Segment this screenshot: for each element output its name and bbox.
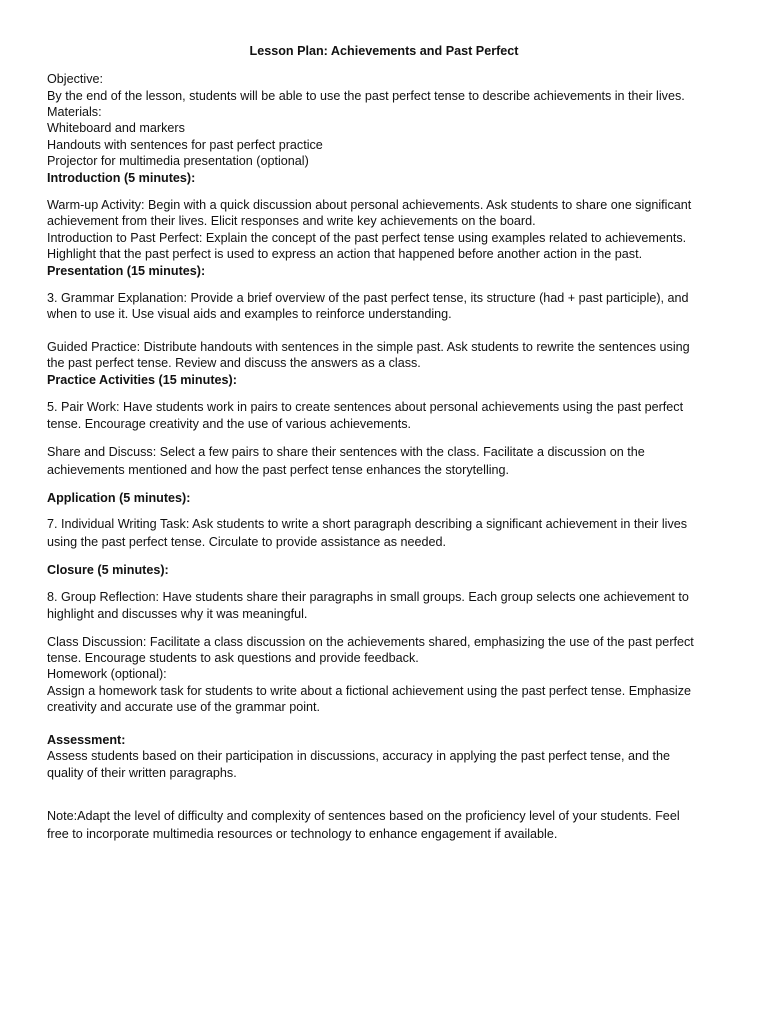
guided-line: the past perfect tense. Review and discuss the answers as a class.: [47, 356, 421, 370]
warmup-line: achievement from their lives. Elicit responses and write key achievements on the board.: [47, 214, 536, 228]
objective-heading: Objective:: [47, 72, 103, 86]
pair-work-line: tense. Encourage creativity and the use of various achievements.: [47, 417, 412, 431]
assessment-heading: Assessment:: [47, 733, 126, 747]
pair-work-line: 5. Pair Work: Have students work in pairs to create sentences about personal achievements using the past perfect: [47, 400, 684, 414]
document-title: Lesson Plan: Achievements and Past Perfect: [249, 44, 519, 58]
writing-line: using the past perfect tense. Circulate to provide assistance as needed.: [47, 535, 447, 549]
warmup-line: Warm-up Activity: Begin with a quick discussion about personal achievements. Ask students to share one significant: [47, 198, 692, 212]
materials-item: Projector for multimedia presentation (optional): [47, 154, 309, 168]
note-line: Note:Adapt the level of difficulty and complexity of sentences based on the proficiency level of your students. Feel: [47, 809, 680, 823]
homework-heading: Homework (optional):: [47, 667, 167, 681]
reflection-line: highlight and discusses why it was meaningful.: [47, 607, 308, 621]
materials-item: Whiteboard and markers: [47, 121, 185, 135]
introduction-heading: Introduction (5 minutes):: [47, 171, 196, 185]
presentation-heading: Presentation (15 minutes):: [47, 264, 206, 278]
share-line: achievements mentioned and how the past perfect tense enhances the storytelling.: [47, 463, 510, 477]
homework-line: creativity and accurate use of the grammar point.: [47, 700, 320, 714]
application-heading: Application (5 minutes):: [47, 491, 191, 505]
materials-heading: Materials:: [47, 105, 102, 119]
grammar-line: 3. Grammar Explanation: Provide a brief overview of the past perfect tense, its structure (had + past participle), and: [47, 291, 689, 305]
note-line: free to incorporate multimedia resources or technology to enhance engagement if available.: [47, 827, 558, 841]
reflection-line: 8. Group Reflection: Have students share their paragraphs in small groups. Each group selects one achievement to: [47, 590, 689, 604]
share-line: Share and Discuss: Select a few pairs to share their sentences with the class. Facilitate a discussion on the: [47, 445, 645, 459]
assessment-line: quality of their written paragraphs.: [47, 766, 237, 780]
class-discussion-line: Class Discussion: Facilitate a class discussion on the achievements shared, emphasizing the use of the past perfect: [47, 635, 694, 649]
grammar-line: when to use it. Use visual aids and examples to reinforce understanding.: [47, 307, 452, 321]
intro-past-perfect-line: Highlight that the past perfect is used to express an action that happened before another action in the past.: [47, 247, 643, 261]
practice-heading: Practice Activities (15 minutes):: [47, 373, 237, 387]
guided-line: Guided Practice: Distribute handouts with sentences in the simple past. Ask students to rewrite the sentences using: [47, 340, 690, 354]
writing-line: 7. Individual Writing Task: Ask students to write a short paragraph describing a significant achievement in their lives: [47, 517, 688, 531]
closure-heading: Closure (5 minutes):: [47, 563, 169, 577]
class-discussion-line: tense. Encourage students to ask questions and provide feedback.: [47, 651, 419, 665]
materials-item: Handouts with sentences for past perfect practice: [47, 138, 323, 152]
assessment-line: Assess students based on their participation in discussions, accuracy in applying the past perfect tense, and the: [47, 749, 671, 763]
homework-line: Assign a homework task for students to write about a fictional achievement using the past perfect tense. Emphasize: [47, 684, 692, 698]
intro-past-perfect-line: Introduction to Past Perfect: Explain the concept of the past perfect tense using examples related to achievements.: [47, 231, 687, 245]
objective-text: By the end of the lesson, students will be able to use the past perfect tense to describe achievements in their lives.: [47, 89, 685, 103]
